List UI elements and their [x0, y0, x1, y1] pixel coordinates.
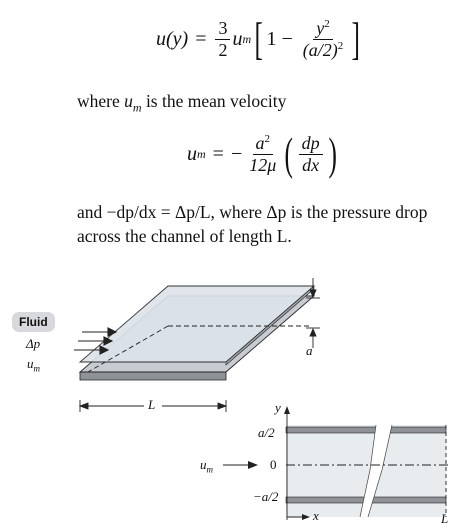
channel-flow-figure: [0, 270, 474, 530]
um-label-right: $u_m$: [200, 457, 213, 475]
fluid-badge: Fluid: [12, 312, 55, 332]
left-paren: (: [284, 128, 294, 179]
um-label-left: $u_m$: [27, 356, 40, 374]
y-axis-label: y: [275, 400, 281, 415]
right-bracket: ]: [351, 13, 361, 64]
end-length-label: L: [441, 511, 449, 526]
length-label: L: [148, 397, 156, 412]
gap-label: a: [306, 343, 313, 358]
coef-fraction: $\frac{3}{2}$: [215, 19, 230, 60]
delta-p-label: Δp: [26, 336, 41, 351]
profile-fraction: $\frac{y^2}{(a/2)^2}$: [302, 17, 344, 60]
a2-fraction: $\frac{a^2}{12\mu}$: [249, 132, 277, 175]
velocity-profile-equation: u(y) = $\frac{3}{2}$ u m [ 1 − $\frac{y^2}{(a/2)^2}$ ]: [156, 13, 361, 64]
lower-plate-edge: [80, 372, 226, 380]
tick-bottom-label: −a/2: [253, 489, 279, 504]
mean-velocity-equation: u m = − $\frac{a^2}{12\mu}$ ( $\frac{dp}{dx}$ ): [187, 128, 337, 179]
pressure-drop-paragraph: and −dp/dx = Δp/L, where Δp is the pressure drop across the channel of length L.: [77, 202, 428, 246]
x-axis-label: x: [313, 508, 319, 523]
tick-top-label: a/2: [258, 425, 275, 440]
where-line: where $u_m$ is the mean velocity: [77, 91, 287, 115]
dpdx-fraction: $\frac{dp}{dx}$: [299, 134, 323, 175]
right-paren: ): [328, 128, 337, 179]
tick-zero-label: 0: [270, 457, 277, 472]
top-wall: [286, 427, 446, 433]
left-bracket: [: [254, 13, 264, 64]
